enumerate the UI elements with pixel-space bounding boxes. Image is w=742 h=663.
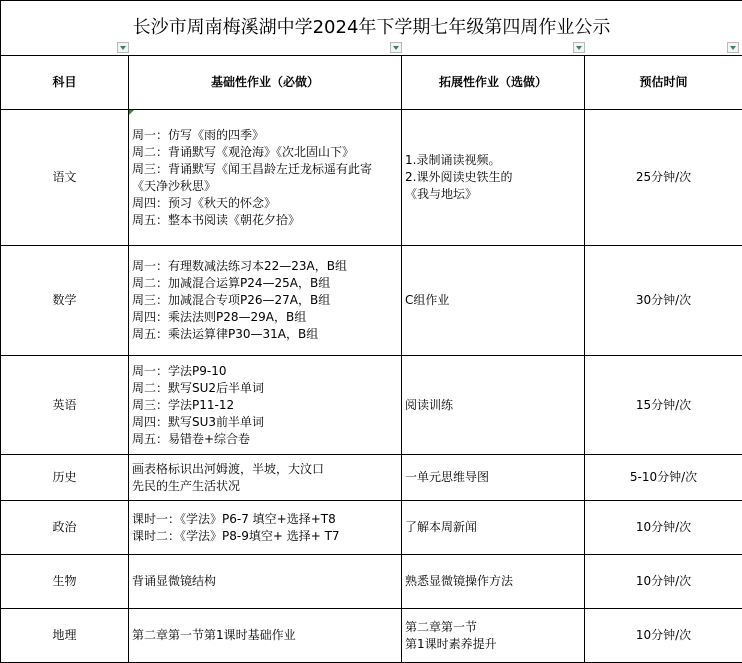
basic-homework-line: 周三：加减混合专项P26—27A，B组: [132, 292, 398, 309]
header-extended[interactable]: 拓展性作业（选做）: [402, 56, 585, 110]
extended-homework-cell[interactable]: [402, 246, 585, 356]
basic-homework-cell[interactable]: [129, 110, 402, 246]
subject-cell[interactable]: 语文: [1, 110, 129, 246]
basic-homework-line: 周四：预习《秋天的怀念》: [132, 195, 398, 212]
subject-cell[interactable]: 英语: [1, 356, 129, 455]
extended-homework-line: C组作业: [405, 292, 581, 309]
estimated-time-cell[interactable]: 5-10分钟/次: [585, 455, 742, 501]
extended-homework-cell[interactable]: [402, 356, 585, 455]
table-row: [1, 246, 742, 356]
subject-cell[interactable]: 政治: [1, 501, 129, 555]
header-row: [1, 56, 742, 110]
title-row: [1, 1, 742, 56]
basic-homework-line: 周二：背诵默写《观沧海》《次北固山下》: [132, 144, 398, 161]
basic-homework-line: 第二章第一节第1课时基础作业: [132, 627, 398, 644]
extended-homework-line: 一单元思维导图: [405, 469, 581, 486]
table-row: [1, 356, 742, 455]
extended-homework-line: 阅读训练: [405, 397, 581, 414]
table-row: [1, 609, 742, 663]
basic-homework-line: 背诵显微镜结构: [132, 573, 398, 590]
basic-homework-line: 周四：乘法法则P28—29A，B组: [132, 309, 398, 326]
extended-homework-line: 熟悉显微镜操作方法: [405, 573, 581, 590]
basic-homework-line: 周一：仿写《雨的四季》: [132, 127, 398, 144]
basic-homework-line: 周五：乘法运算律P30—31A，B组: [132, 326, 398, 343]
estimated-time-cell[interactable]: 30分钟/次: [585, 246, 742, 356]
extended-homework-cell[interactable]: [402, 455, 585, 501]
header-basic[interactable]: 基础性作业（必做）: [129, 56, 402, 110]
basic-homework-cell[interactable]: [129, 356, 402, 455]
filter-dropdown-icon[interactable]: [390, 42, 402, 53]
estimated-time-cell[interactable]: 10分钟/次: [585, 555, 742, 609]
estimated-time-cell[interactable]: 15分钟/次: [585, 356, 742, 455]
estimated-time-cell[interactable]: 10分钟/次: [585, 609, 742, 663]
estimated-time-cell[interactable]: 10分钟/次: [585, 501, 742, 555]
basic-homework-cell[interactable]: [129, 555, 402, 609]
extended-homework-line: 第1课时素养提升: [405, 636, 581, 653]
extended-homework-cell[interactable]: [402, 501, 585, 555]
extended-homework-cell[interactable]: [402, 609, 585, 663]
filter-dropdown-icon[interactable]: [727, 42, 739, 53]
basic-homework-line: 《天净沙秋思》: [132, 178, 398, 195]
basic-homework-cell[interactable]: [129, 609, 402, 663]
table-row: [1, 455, 742, 501]
basic-homework-line: 周一：有理数减法练习本22—23A，B组: [132, 258, 398, 275]
basic-homework-cell[interactable]: [129, 501, 402, 555]
table-row: [1, 501, 742, 555]
basic-homework-line: 周四：默写SU3前半单词: [132, 414, 398, 431]
header-subject[interactable]: 科目: [1, 56, 129, 110]
table-row: [1, 555, 742, 609]
basic-homework-cell[interactable]: [129, 455, 402, 501]
header-time[interactable]: 预估时间: [585, 56, 742, 110]
basic-homework-line: 课时一：《学法》P6-7 填空+选择+T8: [132, 511, 398, 528]
basic-homework-line: 画表格标识出河姆渡，半坡，大汶口: [132, 461, 398, 478]
table-body: [1, 110, 742, 663]
basic-homework-line: 周一：学法P9-10: [132, 363, 398, 380]
comment-marker-icon: [129, 110, 134, 115]
subject-cell[interactable]: 历史: [1, 455, 129, 501]
basic-homework-line: 周五：整本书阅读《朝花夕拾》: [132, 212, 398, 229]
extended-homework-cell[interactable]: [402, 110, 585, 246]
extended-homework-line: 2.课外阅读史铁生的: [405, 169, 581, 186]
basic-homework-line: 周二：默写SU2后半单词: [132, 380, 398, 397]
filter-dropdown-icon[interactable]: [117, 42, 129, 53]
basic-homework-line: 周三：背诵默写《闻王昌龄左迁龙标遥有此寄: [132, 161, 398, 178]
page-title: 长沙市周南梅溪湖中学2024年下学期七年级第四周作业公示: [1, 1, 742, 55]
extended-homework-line: 《我与地坛》: [405, 186, 581, 203]
subject-cell[interactable]: 地理: [1, 609, 129, 663]
subject-cell[interactable]: 数学: [1, 246, 129, 356]
basic-homework-cell[interactable]: [129, 246, 402, 356]
estimated-time-cell[interactable]: 25分钟/次: [585, 110, 742, 246]
basic-homework-line: 周三：学法P11-12: [132, 397, 398, 414]
basic-homework-line: 先民的生产生活状况: [132, 478, 398, 495]
extended-homework-line: 第二章第一节: [405, 619, 581, 636]
extended-homework-cell[interactable]: [402, 555, 585, 609]
extended-homework-line: 了解本周新闻: [405, 519, 581, 536]
title-cell[interactable]: [1, 1, 742, 56]
basic-homework-line: 周五：易错卷+综合卷: [132, 431, 398, 448]
basic-homework-line: 课时二：《学法》P8-9填空+ 选择+ T7: [132, 528, 398, 545]
extended-homework-line: 1.录制诵读视频。: [405, 152, 581, 169]
filter-dropdown-icon[interactable]: [573, 42, 585, 53]
subject-cell[interactable]: 生物: [1, 555, 129, 609]
table-row: [1, 110, 742, 246]
basic-homework-line: 周二：加减混合运算P24—25A，B组: [132, 275, 398, 292]
